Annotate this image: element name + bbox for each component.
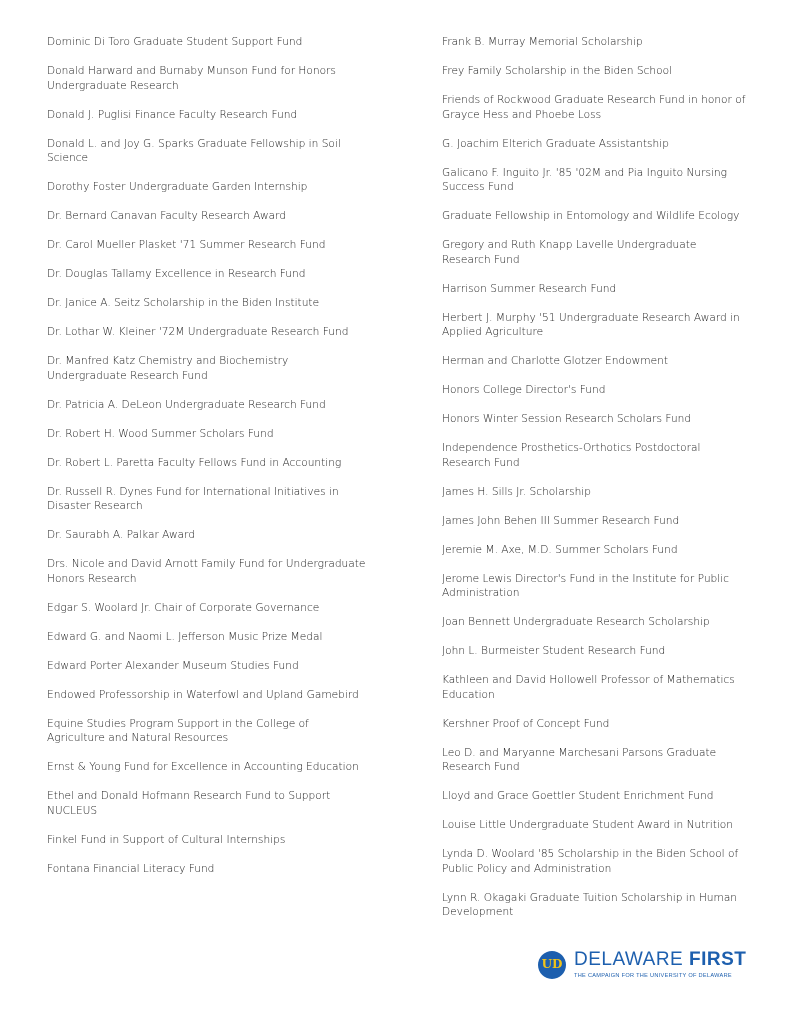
fund-entry: Edward G. and Naomi L. Jefferson Music Prize Medal: [47, 630, 323, 643]
fund-entry: Galicano F. Inguito Jr. '85 '02M and Pia Inguito Nursing Success Fund: [442, 166, 727, 193]
fund-entry: Ernst & Young Fund for Excellence in Accounting Education: [47, 761, 359, 773]
fund-entry: Frank B. Murray Memorial Scholarship: [442, 36, 643, 48]
fund-entry: Ethel and Donald Hofmann Research Fund to Support NUCLEUS: [47, 790, 331, 817]
fund-entry: James John Behen III Summer Research Fund: [442, 514, 680, 527]
fund-entry: Gregory and Ruth Knapp Lavelle Undergraduate Research Fund: [442, 239, 697, 266]
fund-entry: Dr. Russell R. Dynes Fund for International Initiatives in Disaster Research: [47, 485, 339, 512]
fund-entry: Donald L. and Joy G. Sparks Graduate Fellowship in Soil Science: [47, 137, 341, 164]
logo-mark-text: UD: [541, 957, 563, 971]
logo-title-light: DELAWARE: [574, 949, 690, 970]
fund-entry: Louise Little Undergraduate Student Award in Nutrition: [442, 819, 734, 831]
ud-seal-icon: [538, 951, 566, 979]
fund-entry: James H. Sills Jr. Scholarship: [442, 485, 591, 498]
fund-entry: John L. Burmeister Student Research Fund: [442, 645, 666, 657]
fund-entry: Donald Harward and Burnaby Munson Fund for Honors Undergraduate Research: [47, 65, 336, 92]
fund-entry: G. Joachim Elterich Graduate Assistantship: [442, 137, 669, 150]
right-column: [442, 35, 747, 934]
fund-entry: Drs. Nicole and David Arnott Family Fund for Undergraduate Honors Research: [47, 558, 366, 585]
fund-entry: Dr. Carol Mueller Plasket '71 Summer Research Fund: [47, 239, 326, 251]
delaware-first-logo: [538, 946, 748, 986]
fund-entry: Endowed Professorship in Waterfowl and Upland Gamebird: [47, 688, 359, 701]
logo-subtitle: THE CAMPAIGN FOR THE UNIVERSITY OF DELAWARE: [574, 973, 732, 979]
fund-entry: Herman and Charlotte Glotzer Endowment: [442, 355, 668, 367]
left-column: [47, 35, 367, 891]
logo-title-bold: FIRST: [689, 949, 747, 970]
fund-entry: Jerome Lewis Director's Fund in the Institute for Public Administration: [442, 572, 729, 599]
fund-entry: Dr. Manfred Katz Chemistry and Biochemistry Undergraduate Research Fund: [47, 355, 289, 382]
fund-entry: Dr. Lothar W. Kleiner '72M Undergraduate Research Fund: [47, 326, 349, 338]
fund-entry: Dr. Robert H. Wood Summer Scholars Fund: [47, 427, 274, 440]
fund-entry: Kershner Proof of Concept Fund: [442, 717, 610, 730]
fund-entry: Kathleen and David Hollowell Professor of Mathematics Education: [442, 674, 735, 701]
logo-title: [574, 949, 746, 971]
fund-entry: Fontana Financial Literacy Fund: [47, 862, 215, 875]
fund-entry: Edgar S. Woolard Jr. Chair of Corporate Governance: [47, 601, 320, 614]
fund-entry: Graduate Fellowship in Entomology and Wildlife Ecology: [442, 210, 740, 222]
fund-entry: Honors College Director's Fund: [442, 384, 606, 396]
fund-entry: Harrison Summer Research Fund: [442, 282, 617, 295]
fund-entry: Dr. Bernard Canavan Faculty Research Award: [47, 210, 287, 222]
fund-entry: Finkel Fund in Support of Cultural Internships: [47, 833, 286, 846]
fund-entry: Dr. Robert L. Paretta Faculty Fellows Fund in Accounting: [47, 456, 342, 469]
fund-entry: Herbert J. Murphy '51 Undergraduate Research Award in Applied Agriculture: [442, 311, 740, 338]
fund-entry: Dr. Patricia A. DeLeon Undergraduate Research Fund: [47, 398, 326, 411]
fund-entry: Edward Porter Alexander Museum Studies Fund: [47, 659, 299, 672]
fund-entry: Independence Prosthetics-Orthotics Postdoctoral Research Fund: [442, 442, 701, 469]
fund-entry: Dr. Saurabh A. Palkar Award: [47, 529, 196, 541]
fund-entry: Joan Bennett Undergraduate Research Scholarship: [442, 616, 710, 628]
fund-entry: Frey Family Scholarship in the Biden School: [442, 65, 673, 77]
fund-entry: Dominic Di Toro Graduate Student Support Fund: [47, 36, 303, 48]
fund-entry: Lloyd and Grace Goettler Student Enrichment Fund: [442, 790, 714, 802]
fund-entry: Lynda D. Woolard '85 Scholarship in the Biden School of Public Policy and Administration: [442, 848, 739, 875]
fund-entry: Lynn R. Okagaki Graduate Tuition Scholarship in Human Development: [442, 891, 738, 918]
fund-entry: Friends of Rockwood Graduate Research Fund in honor of Grayce Hess and Phoebe Loss: [442, 94, 746, 121]
fund-entry: Honors Winter Session Research Scholars Fund: [442, 413, 692, 425]
fund-entry: Leo D. and Maryanne Marchesani Parsons Graduate Research Fund: [442, 746, 717, 773]
fund-entry: Donald J. Puglisi Finance Faculty Research Fund: [47, 108, 298, 121]
fund-entry: Dr. Janice A. Seitz Scholarship in the Biden Institute: [47, 297, 320, 309]
fund-entry: Jeremie M. Axe, M.D. Summer Scholars Fund: [442, 543, 678, 556]
fund-entry: Dr. Douglas Tallamy Excellence in Research Fund: [47, 268, 306, 280]
fund-entry: Dorothy Foster Undergraduate Garden Internship: [47, 181, 308, 193]
fund-entry: Equine Studies Program Support in the College of Agriculture and Natural Resources: [47, 717, 309, 744]
